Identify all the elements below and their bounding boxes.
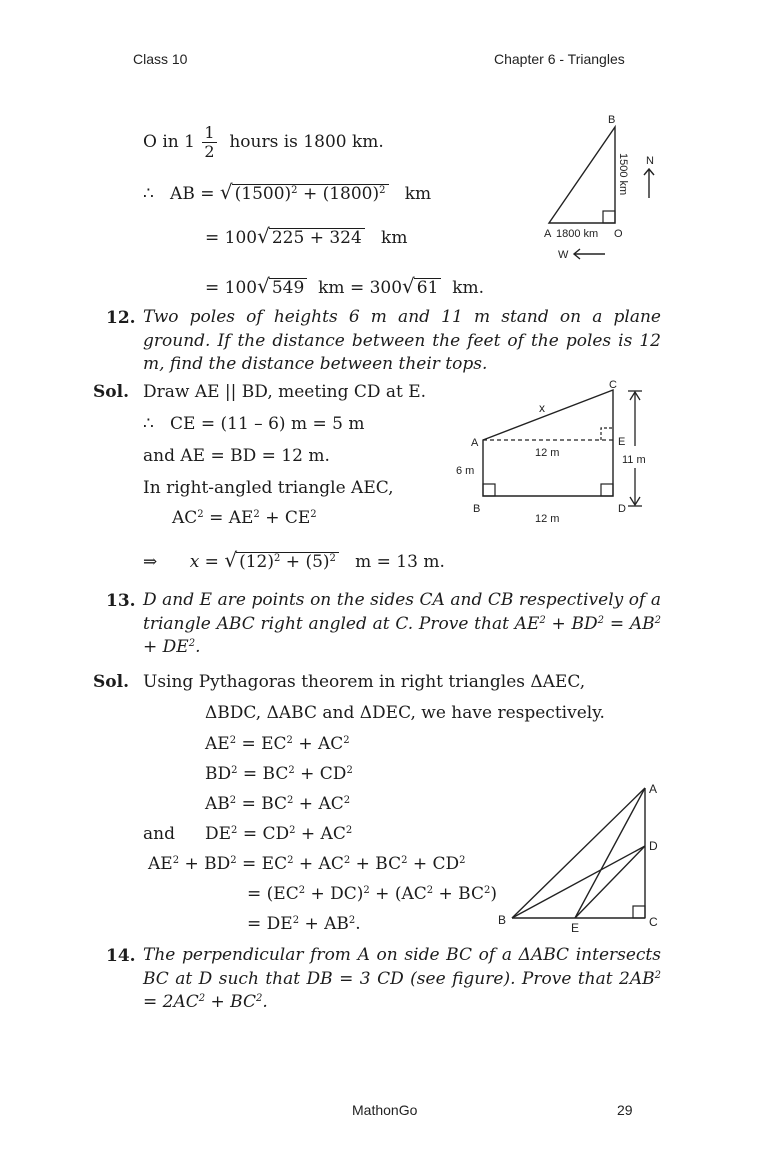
fig2-label-6m: 6 m [456,465,475,477]
prev-line-3: = 100√ 225 + 324 km [205,224,408,248]
fig1-label-O: O [614,228,623,240]
fig1-label-A: A [544,228,552,240]
fig3-label-B: B [498,913,507,927]
sol13-eq-7: = $DE^2 + AB^2$. [247,914,361,934]
fig2-label-A: A [471,437,479,449]
fig1-north-label: N [646,155,654,167]
sol13-eq-3: $AB^2 = BC^2 + AC^2$ [205,794,351,814]
sol12-line-2: ∴ CE = (11 – 6) m = 5 m [143,414,365,434]
sol13-line-2: ΔBDC, ΔABC and ΔDEC, we have respectively. [205,703,605,723]
page-number: 29 [617,1102,633,1118]
q13-number: 13. [106,591,136,611]
sol12-line-6: ⇒ x = √ $(12)^2 + (5)^2$ m = 13 m. [143,548,445,572]
sol13-eq-6: = $(EC^2 + DC)^2 + (AC^2 + BC^2)$ [247,884,498,904]
prev-line-2: ∴ AB = √ $(1500)^2 + (1800)^2$ km [143,180,432,204]
figure-two-poles [455,378,665,528]
sol12-label: Sol. [93,382,129,402]
sol12-line-5: $AC^2 = AE^2 + CE^2$ [172,508,317,528]
fig1-bottom-label: 1800 km [556,228,599,240]
sol12-line-1: Draw AE || BD, meeting CD at E. [143,382,427,402]
footer-brand: MathonGo [352,1102,418,1118]
q13-text: D and E are points on the sides CA and CB respectively of a triangle ABC right angled at C. Prove that $AE^2 + BD^2 = AB^2 + DE^2$. [143,590,661,657]
q12-number: 12. [106,308,136,328]
fig2-label-D: D [618,503,626,515]
sol12-line-4: In right-angled triangle AEC, [143,478,394,498]
fig2-label-C: C [609,379,617,391]
sol13-eq-4: $DE^2 = CD^2 + AC^2$ [205,824,353,844]
fig3-label-A: A [649,782,658,796]
fig3-label-C: C [649,915,658,929]
fig3-label-E: E [571,921,580,935]
fig2-label-11m: 11 m [622,454,646,466]
fraction-one-half: $\frac{1}{2}$ [204,123,215,161]
prev-line-4: = 100√ 549 km = 300√ 61 km. [205,274,485,298]
sol13-eq-5: $AE^2 + BD^2 = EC^2 + AC^2 + BC^2 + CD^2$ [148,854,466,874]
fig2-label-bottom-12m: 12 m [535,513,560,525]
fig3-label-D: D [649,839,658,853]
prev-line-1: O in 1 $\frac{1}{2}$ hours is 1800 km. [143,123,384,161]
fig2-label-top-12m: 12 m [535,447,560,459]
q14-text: The perpendicular from A on side BC of a ΔABC intersects BC at D such that DB = 3 CD (see figure). Prove that $2AB^2 = 2AC^2 + BC^2$. [143,945,661,1012]
fig2-label-E: E [618,436,626,448]
sol13-and: and [143,824,175,844]
sol13-line-1: Using Pythagoras theorem in right triangles ΔAEC, [143,672,586,692]
header-chapter: Chapter 6 - Triangles [494,51,625,67]
fig1-west-label: W [558,249,569,261]
fig1-side-label: 1500 km [617,153,629,196]
header-class: Class 10 [133,51,188,67]
sol13-label: Sol. [93,672,129,692]
sol12-line-3: and AE = BD = 12 m. [143,446,330,466]
q12-text: Two poles of heights 6 m and 11 m stand on a plane ground. If the distance between the feet of the poles is 12 m, find the distance between their tops. [143,307,661,374]
figure-triangle-abc [490,778,670,938]
fig2-label-x: x [539,401,545,415]
sol13-eq-2: $BD^2 = BC^2 + CD^2$ [205,764,353,784]
sol13-eq-1: $AE^2 = EC^2 + AC^2$ [205,734,350,754]
fig2-label-B: B [473,503,481,515]
q14-number: 14. [106,946,136,966]
fig1-label-B: B [608,114,616,126]
figure-right-triangle-distance [530,112,670,264]
